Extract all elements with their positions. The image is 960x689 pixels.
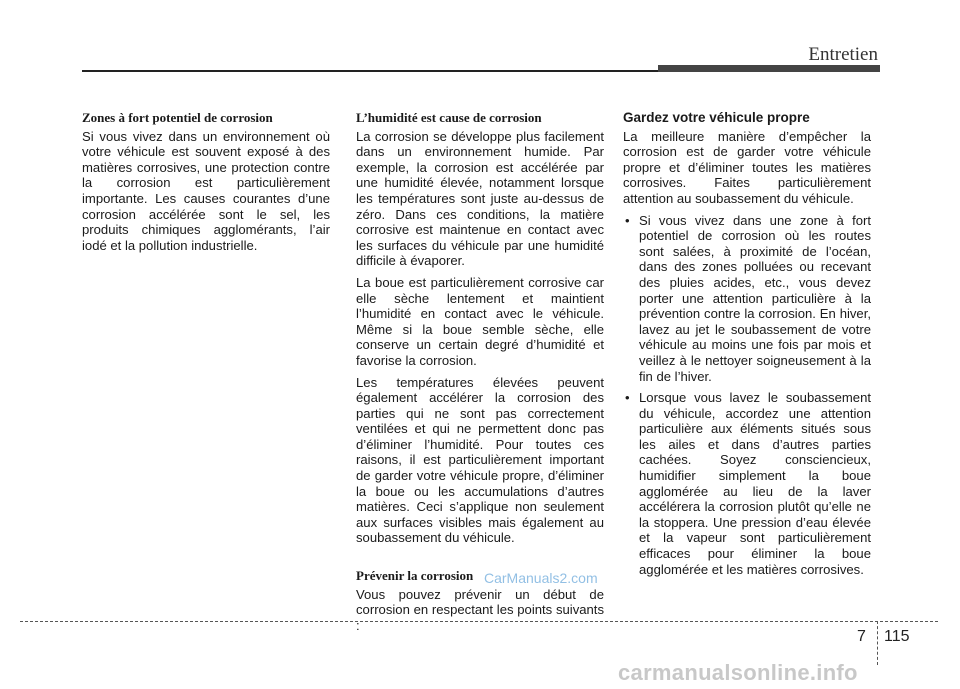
column-2 bbox=[356, 110, 604, 639]
footer-dashed-rule bbox=[20, 621, 938, 622]
chapter-number: 7 bbox=[857, 628, 866, 645]
list-item-text: Lorsque vous lavez le soubassement du véhicule, accordez une attention particulière aux éléments situés sous les ailes et dans d’autres parties cachées. Soyez consciencieux, humidifier simplement la boue agglomérée au lieu de la laver accélérera la corrosion plutôt qu’elle ne la stoppera. Une pression d’eau élevée et la vapeur sont particulièrement efficaces pour éliminer la boue agglomérée et les matières corrosives. bbox=[639, 390, 871, 577]
footer-dashed-divider bbox=[877, 621, 878, 665]
spacer bbox=[356, 552, 604, 568]
heading-prevent-corrosion: Prévenir la corrosion bbox=[356, 568, 474, 584]
list-item bbox=[623, 213, 871, 385]
paragraph: Si vous vivez dans un environnement où votre véhicule est souvent exposé à des matières corrosives, une protection contre la corrosion est particulièrement importante. Les causes courantes d’une corrosion accélérée sont le sel, les produits chimiques agglomérants, l’air iodé et la pollution industrielle. bbox=[82, 128, 330, 253]
paragraph: La boue est particulièrement corrosive car elle sèche lentement et maintient l’humidité en contact avec le véhicule. Même si la boue semble sèche, elle conserve un certain degré d’humidité et favorise la corrosion. bbox=[356, 274, 604, 368]
watermark-mid: CarManuals2.com bbox=[484, 570, 598, 586]
column-1 bbox=[82, 110, 330, 259]
header-rule-thick bbox=[658, 65, 880, 72]
paragraph: La meilleure manière d’empêcher la corrosion est de garder votre véhicule propre et d’éliminer toutes les matières corrosives. Faites particulièrement attention au soubassement du véhicule. bbox=[623, 128, 871, 206]
column-3 bbox=[623, 110, 871, 583]
heading-corrosion-zones: Zones à fort potentiel de corrosion bbox=[82, 110, 273, 125]
list-item bbox=[623, 390, 871, 577]
paragraph: La corrosion se développe plus facilement dans un environnement humide. Par exemple, la corrosion est accélérée par une humidité élevée, notamment lorsque les températures sont juste au-dessus de zéro. Dans ces conditions, la matière corrosive est maintenue en contact avec les surfaces du véhicule par une humidité difficile à évaporer. bbox=[356, 128, 604, 269]
bullet-icon: • bbox=[625, 390, 630, 406]
page-number: 115 bbox=[884, 628, 910, 645]
heading-humidity: L’humidité est cause de corrosion bbox=[356, 110, 542, 125]
paragraph: Vous pouvez prévenir un début de corrosion en respectant les points suivants : bbox=[356, 586, 604, 633]
bullet-list bbox=[623, 213, 871, 578]
watermark-bottom: carmanualsonline.info bbox=[618, 660, 858, 685]
list-item-text: Si vous vivez dans une zone à fort potentiel de corrosion où les routes sont salées, à proximité de l’océan, dans des zones polluées ou recevant des pluies acides, etc., vous devez porter une attention particulière à la prévention contre la corrosion. En hiver, lavez au jet le soubassement de votre véhicule au moins une fois par mois et veillez à le nettoyer soigneusement à la fin de l’hiver. bbox=[639, 212, 871, 384]
heading-keep-clean: Gardez votre véhicule propre bbox=[623, 110, 810, 125]
section-title: Entretien bbox=[808, 44, 878, 65]
header-rule-thin bbox=[82, 70, 660, 72]
bullet-icon: • bbox=[625, 212, 630, 228]
paragraph: Les températures élevées peuvent également accélérer la corrosion des parties qui ne sont pas correctement ventilées et qui ne permettent donc pas d’éliminer l’humidité. Pour toutes ces raisons, il est particulièrement important de garder votre véhicule propre, d’éliminer la boue ou les accumulations d’autres matières. Ceci s’applique non seulement aux surfaces visibles mais également au soubassement du véhicule. bbox=[356, 374, 604, 546]
